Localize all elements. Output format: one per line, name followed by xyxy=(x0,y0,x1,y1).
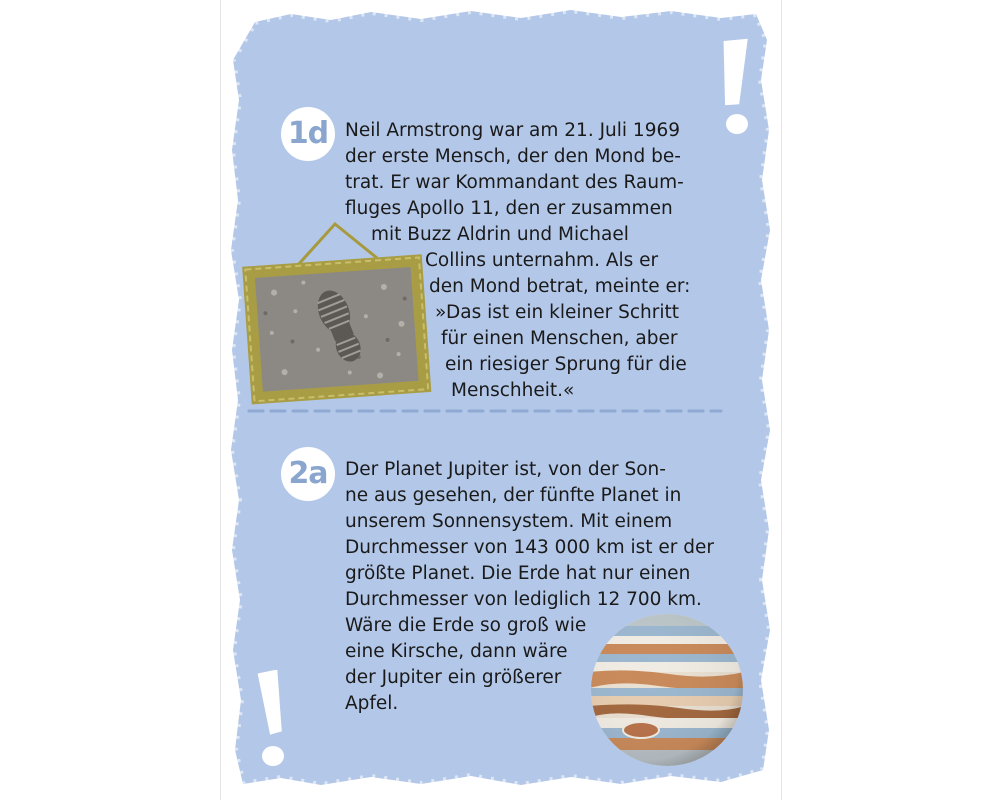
text-line: der erste Mensch, der den Mond be- xyxy=(345,146,681,167)
section-1 xyxy=(221,0,781,400)
text-line: größte Planet. Die Erde hat nur einen xyxy=(345,563,691,584)
text-line: ne aus gesehen, der fünfte Planet in xyxy=(345,485,682,506)
text-line: mit Buzz Aldrin und Michael xyxy=(371,224,629,245)
text-line: Wäre die Erde so groß wie xyxy=(345,615,587,636)
text-line: eine Kirsche, dann wäre xyxy=(345,641,568,662)
question-badge: 1d xyxy=(281,107,335,161)
question-badge: 2a xyxy=(281,447,335,501)
quiz-card xyxy=(220,0,782,800)
text-line: für einen Menschen, aber xyxy=(441,328,678,349)
text-line: Durchmesser von 143 000 km ist er der xyxy=(345,537,714,558)
jupiter-illustration xyxy=(589,612,745,768)
text-line: Menschheit.« xyxy=(451,380,575,401)
text-line: den Mond betrat, meinte er: xyxy=(429,276,691,297)
text-line: unserem Sonnensystem. Mit einem xyxy=(345,511,673,532)
text-line: Neil Armstrong war am 21. Juli 1969 xyxy=(345,120,681,141)
moon-footprint-picture xyxy=(237,218,447,408)
text-line: fluges Apollo 11, den er zusammen xyxy=(345,198,673,219)
text-line: Der Planet Jupiter ist, von der Son- xyxy=(345,459,666,480)
text-line: »Das ist ein kleiner Schritt xyxy=(435,302,679,323)
text-line: der Jupiter ein größerer xyxy=(345,667,562,688)
text-line: Collins unternahm. Als er xyxy=(425,250,659,271)
text-line: trat. Er war Kommandant des Raum- xyxy=(345,172,684,193)
text-line: ein riesiger Sprung für die xyxy=(445,354,687,375)
text-line: Apfel. xyxy=(345,693,399,714)
text-line: Durchmesser von lediglich 12 700 km. xyxy=(345,589,702,610)
section-2 xyxy=(221,400,781,800)
